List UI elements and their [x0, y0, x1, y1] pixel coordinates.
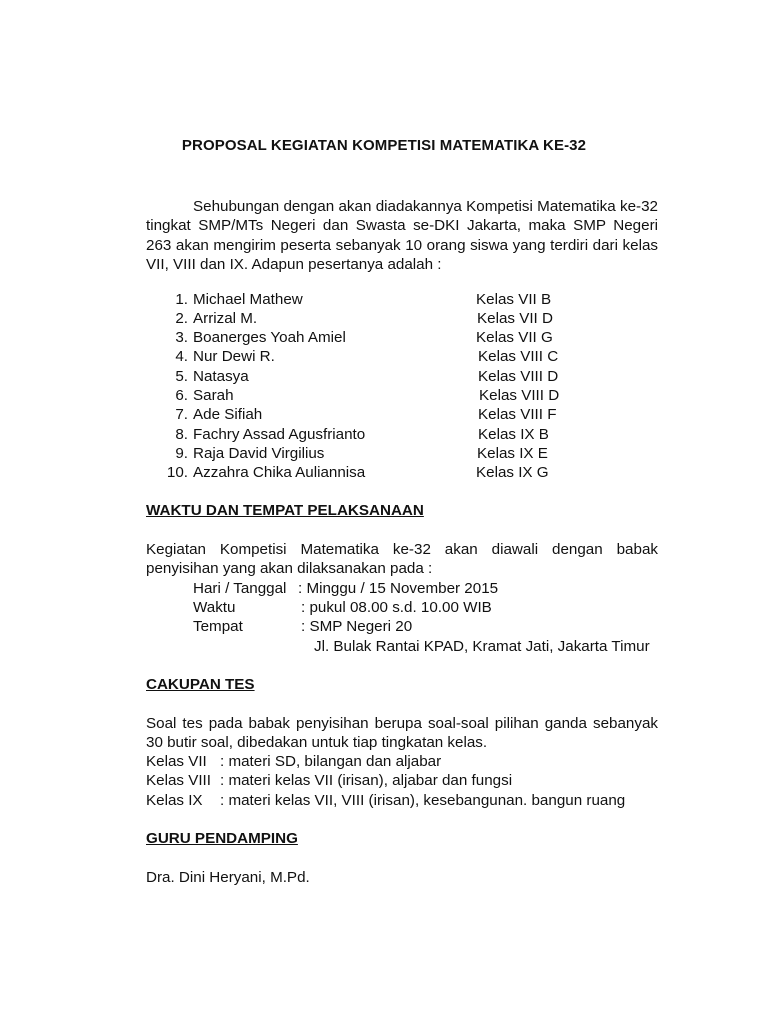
- detail-label: Hari / Tanggal: [193, 580, 287, 597]
- participant-name: Arrizal M.: [193, 310, 258, 327]
- participant-name: Ade Sifiah: [193, 406, 263, 423]
- section-heading-waktu: WAKTU DAN TEMPAT PELAKSANAAN: [146, 502, 424, 519]
- detail-value: : Minggu / 15 November 2015: [298, 580, 499, 597]
- participant-number: 4.: [175, 348, 188, 365]
- level-value: : materi kelas VII (irisan), aljabar dan fungsi: [220, 772, 513, 789]
- participant-class: Kelas VIII D: [478, 368, 559, 385]
- section-heading-cakupan: CAKUPAN TES: [146, 676, 255, 693]
- participant-name: Azzahra Chika Auliannisa: [193, 464, 366, 481]
- level-value: : materi kelas VII, VIII (irisan), kesebangunan. bangun ruang: [220, 792, 626, 809]
- participant-class: Kelas VII D: [477, 310, 553, 327]
- participant-name: Nur Dewi R.: [193, 348, 275, 365]
- participant-number: 5.: [175, 368, 188, 385]
- participant-name: Natasya: [193, 368, 249, 385]
- participant-class: Kelas VIII C: [478, 348, 559, 365]
- intro-paragraph: Sehubungan dengan akan diadakannya Kompetisi Matematika ke-32 tingkat SMP/MTs Negeri dan Swasta se-DKI Jakarta, maka SMP Negeri 263 akan mengirim peserta sebanyak 10 orang siswa yang terdiri dari kelas VII, VIII dan IX. Adapun pesertanya adalah :: [146, 198, 658, 273]
- participant-number: 9.: [175, 445, 188, 462]
- participant-number: 2.: [175, 310, 188, 327]
- level-value: : materi SD, bilangan dan aljabar: [220, 753, 442, 770]
- participant-number: 1.: [175, 291, 188, 308]
- level-label: Kelas VIII: [146, 772, 211, 789]
- participant-name: Boanerges Yoah Amiel: [193, 329, 346, 346]
- participant-name: Sarah: [193, 387, 234, 404]
- waktu-paragraph: Kegiatan Kompetisi Matematika ke-32 akan diawali dengan babak penyisihan yang akan dilaksanakan pada :: [146, 541, 658, 578]
- level-label: Kelas VII: [146, 753, 207, 770]
- participant-name: Michael Mathew: [193, 291, 303, 308]
- participant-name: Fachry Assad Agusfrianto: [193, 426, 366, 443]
- event-address: Jl. Bulak Rantai KPAD, Kramat Jati, Jakarta Timur: [314, 638, 650, 655]
- participant-class: Kelas IX E: [477, 445, 548, 462]
- participant-number: 6.: [175, 387, 188, 404]
- level-label: Kelas IX: [146, 792, 203, 809]
- participant-number: 7.: [175, 406, 188, 423]
- detail-value: : pukul 08.00 s.d. 10.00 WIB: [301, 599, 492, 616]
- detail-label: Tempat: [193, 618, 243, 635]
- participant-class: Kelas VII B: [476, 291, 552, 308]
- detail-label: Waktu: [193, 599, 236, 616]
- participant-class: Kelas VIII D: [479, 387, 560, 404]
- section-heading-guru: GURU PENDAMPING: [146, 830, 298, 847]
- participant-number: 8.: [175, 426, 188, 443]
- participant-number: 10.: [166, 464, 188, 481]
- participant-class: Kelas VII G: [476, 329, 553, 346]
- participant-class: Kelas IX G: [476, 464, 549, 481]
- detail-value: : SMP Negeri 20: [301, 618, 413, 635]
- participant-class: Kelas VIII F: [478, 406, 557, 423]
- participant-name: Raja David Virgilius: [193, 445, 325, 462]
- teacher-name: Dra. Dini Heryani, M.Pd.: [146, 869, 310, 886]
- document-title: PROPOSAL KEGIATAN KOMPETISI MATEMATIKA KE-32: [181, 137, 587, 154]
- cakupan-paragraph: Soal tes pada babak penyisihan berupa soal-soal pilihan ganda sebanyak 30 butir soal, dibedakan untuk tiap tingkatan kelas.: [146, 715, 658, 752]
- participant-number: 3.: [175, 329, 188, 346]
- participant-class: Kelas IX B: [478, 426, 549, 443]
